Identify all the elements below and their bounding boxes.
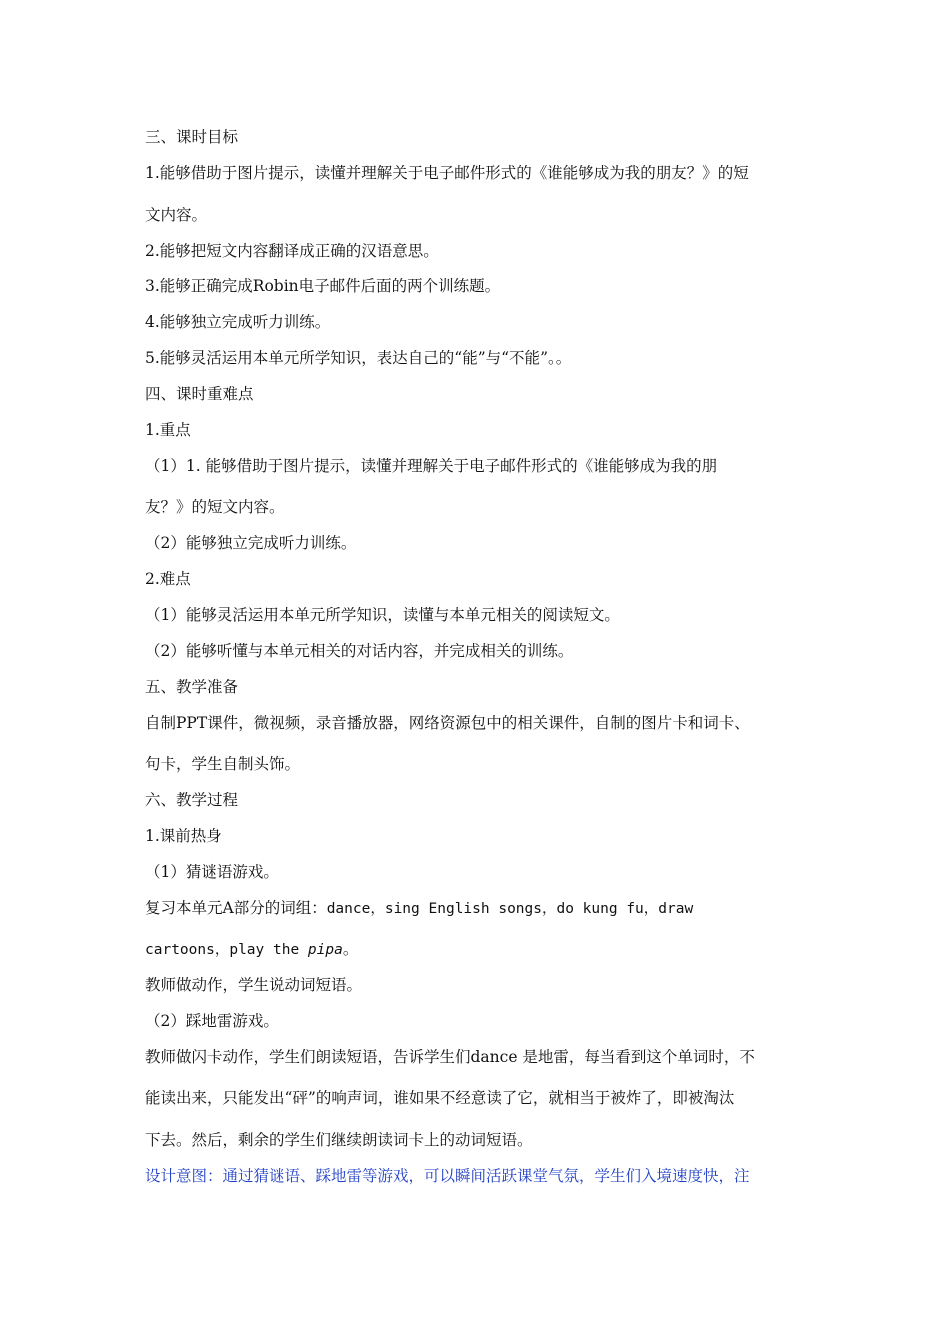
game-1-heading: （1）猜谜语游戏。 (145, 863, 279, 881)
review-line-2-suffix: 。 (342, 940, 359, 958)
difficulty-heading: 2.难点 (145, 570, 191, 588)
goal-item-5: 5.能够灵活运用本单元所学知识，表达自己的“能”与“不能”。。 (145, 349, 572, 367)
section-heading-key-points: 四、课时重难点 (145, 385, 254, 403)
section-heading-goals: 三、课时目标 (145, 128, 239, 146)
review-line-2 (145, 939, 358, 960)
section-heading-process: 六、教学过程 (145, 791, 239, 809)
focus-item-2: （2）能够独立完成听力训练。 (145, 534, 357, 552)
focus-item-1-line-2: 友？》的短文内容。 (145, 498, 285, 516)
difficulty-item-2: （2）能够听懂与本单元相关的对话内容，并完成相关的训练。 (145, 642, 574, 660)
design-intent: 设计意图：通过猜谜语、踩地雷等游戏，可以瞬间活跃课堂气氛，学生们入境速度快，注 (145, 1167, 750, 1185)
game-2-line-2: 能读出来，只能发出“砰”的响声词，谁如果不经意读了它，就相当于被炸了，即被淘汰 (145, 1089, 735, 1107)
game-2-line-1: 教师做闪卡动作，学生们朗读短语，告诉学生们dance 是地雷，每当看到这个单词时，不 (145, 1048, 755, 1066)
goal-item-3: 3.能够正确完成Robin电子邮件后面的两个训练题。 (145, 277, 501, 295)
review-line-2-italic: pipa (307, 942, 343, 958)
focus-item-1-line-1: （1）1. 能够借助于图片提示，读懂并理解关于电子邮件形式的《谁能够成为我的朋 (145, 457, 718, 475)
warmup-heading: 1.课前热身 (145, 827, 222, 845)
goal-item-1-line-2: 文内容。 (145, 206, 208, 224)
review-line-1 (145, 898, 693, 919)
review-line-2-prefix: cartoons，play the (145, 942, 308, 958)
difficulty-item-1: （1）能够灵活运用本单元所学知识，读懂与本单元相关的阅读短文。 (145, 606, 620, 624)
preparation-line-2: 句卡，学生自制头饰。 (145, 755, 301, 773)
game-2-heading: （2）踩地雷游戏。 (145, 1012, 279, 1030)
goal-item-2: 2.能够把短文内容翻译成正确的汉语意思。 (145, 242, 439, 260)
review-words: dance，sing English songs，do kung fu，draw (326, 901, 694, 917)
section-heading-preparation: 五、教学准备 (145, 678, 239, 696)
goal-item-4: 4.能够独立完成听力训练。 (145, 313, 331, 331)
goal-item-1-line-1: 1.能够借助于图片提示，读懂并理解关于电子邮件形式的《谁能够成为我的朋友？》的短 (145, 164, 749, 182)
focus-heading: 1.重点 (145, 421, 191, 439)
teacher-action: 教师做动作，学生说动词短语。 (145, 976, 363, 994)
preparation-line-1: 自制PPT课件，微视频，录音播放器，网络资源包中的相关课件，自制的图片卡和词卡、 (145, 714, 750, 732)
review-prefix: 复习本单元A部分的词组： (145, 899, 327, 917)
game-2-line-3: 下去。然后，剩余的学生们继续朗读词卡上的动词短语。 (145, 1131, 533, 1149)
